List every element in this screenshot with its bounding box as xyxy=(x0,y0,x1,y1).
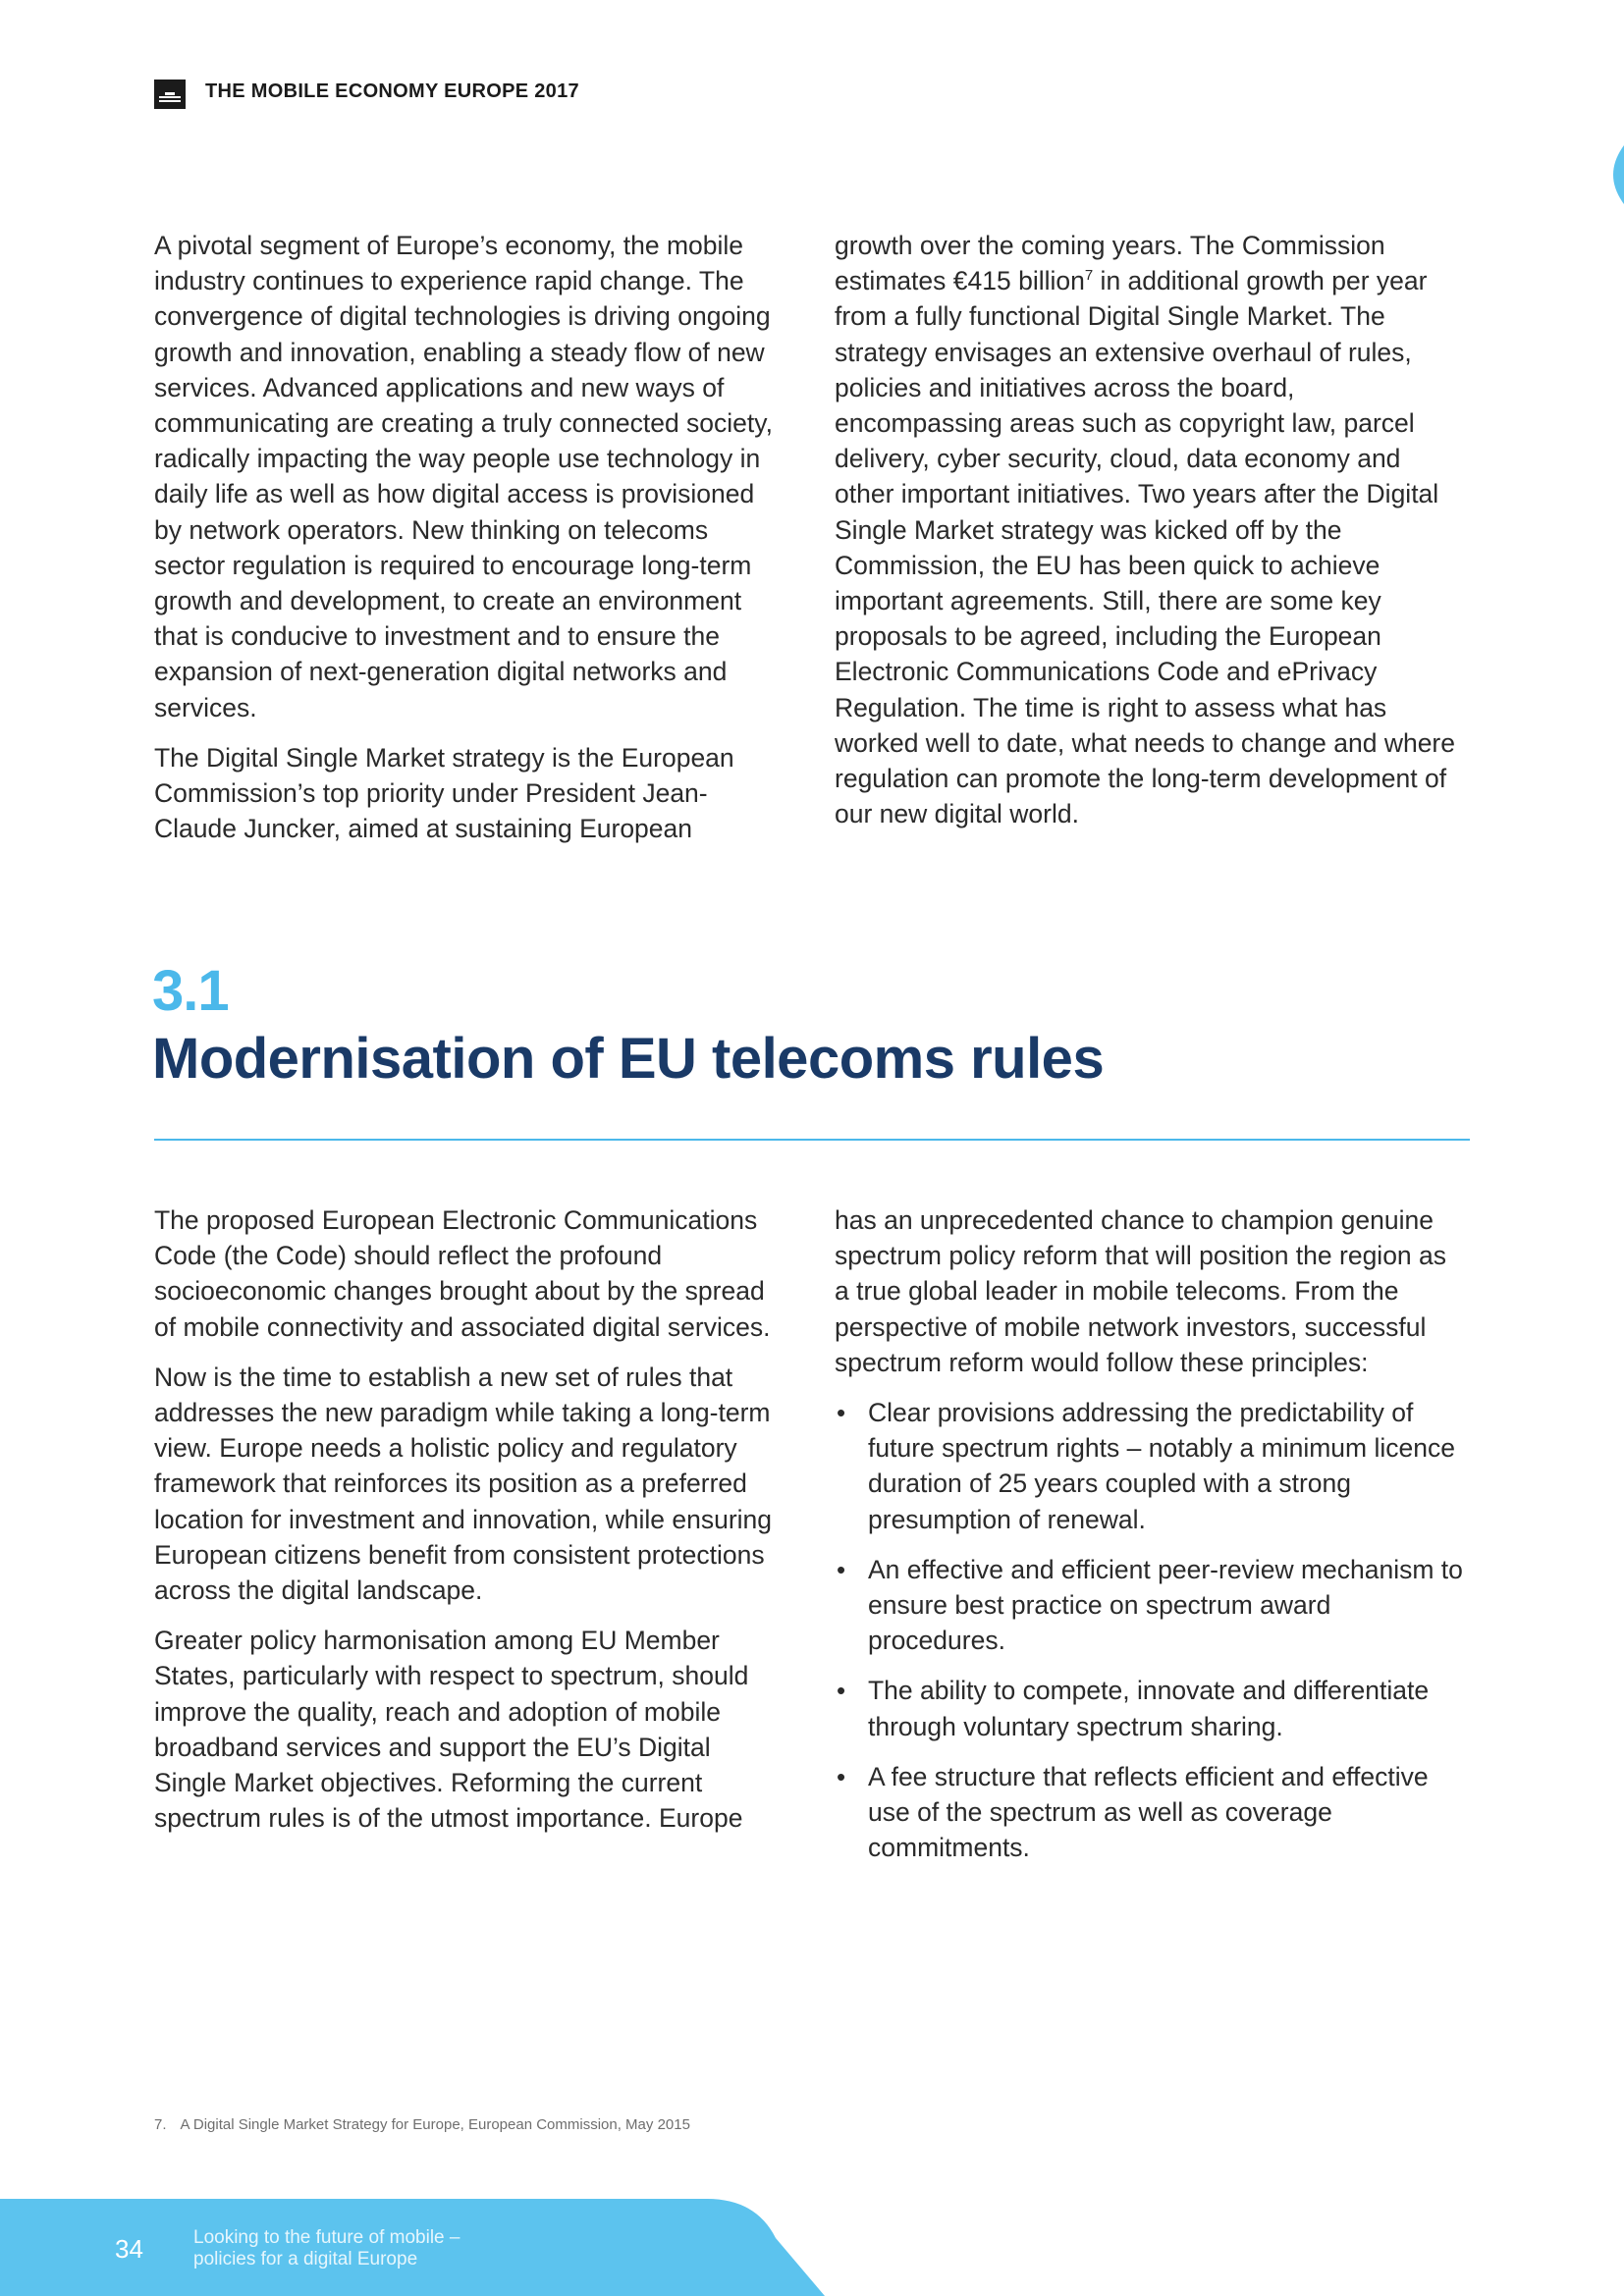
list-item-text: A fee structure that reflects efficient and effective use of the spectrum as well as coverage commitments. xyxy=(868,1761,1429,1863)
footnote-number: 7. xyxy=(154,2116,167,2133)
intro-paragraph-continued xyxy=(835,228,1463,831)
list-item xyxy=(835,1552,1463,1659)
section-number: 3.1 xyxy=(152,959,229,1023)
section-title: Modernisation of EU telecoms rules xyxy=(152,1027,1105,1091)
section-paragraph: The proposed European Electronic Communications Code (the Code) should reflect the profound socioeconomic changes brought about by the spread of mobile connectivity and associated digital services. xyxy=(154,1205,771,1342)
footnote xyxy=(154,2116,690,2133)
report-logo-icon xyxy=(154,80,186,109)
intro-paragraph: A pivotal segment of Europe’s economy, the mobile industry continues to experience rapid change. The convergence of digital technologies is driving ongoing growth and innovation, enabling a steady flow of new services. Advanced applications and new ways of communicating are creating a truly connected society, radically impacting the way people use technology in daily life as well as how digital access is provisioned by network operators. New thinking on telecoms sector regulation is required to encourage long-term growth and development, to create an environment that is conducive to investment and to ensure the expansion of next-generation digital networks and services. xyxy=(154,231,773,722)
section-divider xyxy=(154,1139,1470,1141)
report-title: THE MOBILE ECONOMY EUROPE 2017 xyxy=(205,80,579,102)
footer-caption-line: Looking to the future of mobile – xyxy=(193,2227,460,2248)
intro-left-column xyxy=(154,228,783,861)
intro-right-column xyxy=(835,228,1463,846)
intro-text-part: growth over the coming years. The Commission estimates €415 billion xyxy=(835,231,1385,296)
section-paragraph: Now is the time to establish a new set of rules that addresses the new paradigm while taking a long-term view. Europe needs a holistic policy and regulatory framework that reinforces its position as a preferred location for investment and innovation, while ensuring European citizens benefit from consistent protections across the digital landscape. xyxy=(154,1362,773,1606)
top-right-accent-shape xyxy=(1602,145,1624,204)
section-paragraph: has an unprecedented chance to champion genuine spectrum policy reform that will position the region as a true global leader in mobile telecoms. From the perspective of mobile network investors, successful spectrum reform would follow these principles: xyxy=(835,1205,1447,1377)
footer-caption xyxy=(193,2227,460,2270)
list-item xyxy=(835,1673,1463,1743)
list-item xyxy=(835,1395,1463,1537)
bullet-icon: • xyxy=(837,1398,846,1428)
intro-text-part: in additional growth per year from a fully functional Digital Single Market. The strategy envisages an extensive overhaul of rules, policies and initiatives across the board, encompassing areas such as copyright law, parcel delivery, cyber security, cloud, data economy and other important initiatives. Two years after the Digital Single Market strategy was kicked off by the Commission, the EU has been quick to achieve important agreements. Still, there are some key proposals to be agreed, including the European Electronic Communications Code and ePrivacy Regulation. The time is right to assess what has worked well to date, what needs to change and where regulation can promote the long-term development of our new digital world. xyxy=(835,266,1455,829)
footnote-text: A Digital Single Market Strategy for Europe, European Commission, May 2015 xyxy=(180,2116,690,2133)
intro-paragraph: The Digital Single Market strategy is the European Commission’s top priority under President Jean-Claude Juncker, aimed at sustaining European xyxy=(154,742,734,844)
footnote-reference[interactable]: 7 xyxy=(1084,267,1094,285)
principles-list xyxy=(835,1395,1463,1865)
list-item-text: Clear provisions addressing the predictability of future spectrum rights – notably a minimum licence duration of 25 years coupled with a strong presumption of renewal. xyxy=(868,1398,1455,1534)
footer-caption-line: policies for a digital Europe xyxy=(193,2249,418,2269)
section-paragraph: Greater policy harmonisation among EU Member States, particularly with respect to spectrum, should improve the quality, reach and adoption of mobile broadband services and support the EU’s Digital Single Market objectives. Reforming the current spectrum rules is of the utmost importance. Europe xyxy=(154,1626,749,1834)
section-left-column xyxy=(154,1202,783,1850)
list-item-text: The ability to compete, innovate and differentiate through voluntary spectrum sharing. xyxy=(868,1676,1430,1741)
list-item-text: An effective and efficient peer-review mechanism to ensure best practice on spectrum award procedures. xyxy=(868,1554,1463,1656)
bullet-icon: • xyxy=(837,1761,846,1791)
bullet-icon: • xyxy=(837,1676,846,1706)
section-right-column xyxy=(835,1202,1463,1880)
page-number: 34 xyxy=(115,2234,143,2264)
bullet-icon: • xyxy=(837,1554,846,1584)
list-item xyxy=(835,1759,1463,1866)
